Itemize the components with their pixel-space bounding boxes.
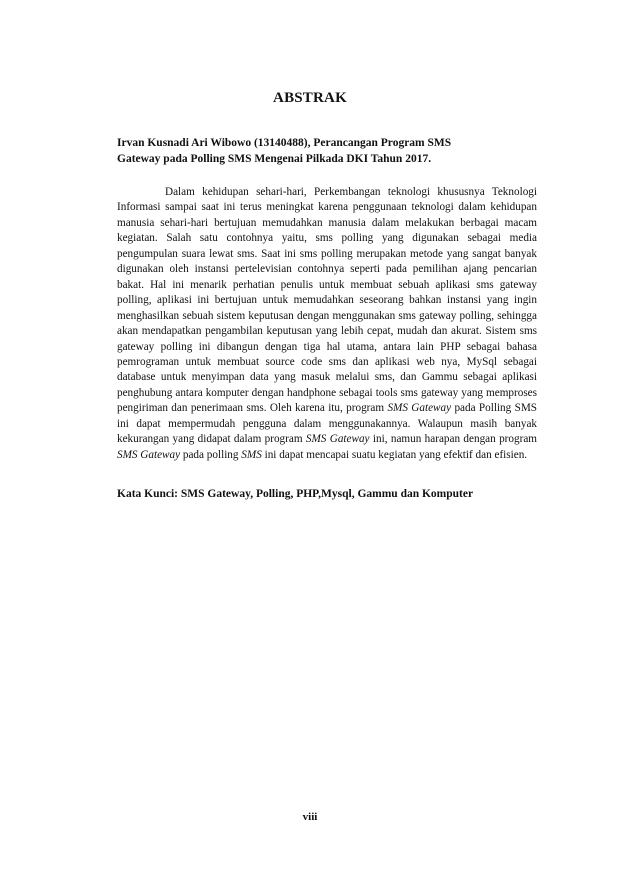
- abstract-italic-1: SMS Gateway: [387, 402, 452, 415]
- abstract-text-part-2: pada Polling SMS ini dapat mempermudah pengguna dalam menggunakannya. Walaupun masih banyak kekurangan yang didapat dalam program: [117, 402, 537, 446]
- abstract-italic-3: SMS Gateway: [117, 448, 181, 461]
- author-block: [117, 136, 537, 167]
- author-line-2: Gateway pada Polling SMS Mengenai Pilkada DKI Tahun 2017.: [117, 152, 432, 165]
- abstract-italic-4: SMS: [241, 448, 262, 461]
- abstract-text-part-3: ini, namun harapan dengan program: [372, 433, 537, 446]
- abstract-italic-2: SMS Gateway: [305, 433, 370, 446]
- abstract-title: ABSTRAK: [273, 90, 347, 106]
- abstract-text-part-5: ini dapat mencapai suatu kegiatan yang efektif dan efisien.: [264, 448, 528, 461]
- abstract-text-part-1: Dalam kehidupan sehari-hari, Perkembangan teknologi khususnya Teknologi Informasi sampai saat ini terus meningkat karena penggunaan teknologi dalam kehidupan manusia sehari-hari bertujuan memudahkan manusia dalam melakukan berbagai macam kegiatan. Salah satu contohnya yaitu, sms polling yang digunakan sebagai media pengumpulan suara lewat sms. Saat ini sms polling merupakan metode yang sangat banyak digunakan oleh instansi pertelevisian contohnya seperti pada pemilihan ajang pencarian bakat. Hal ini menarik perhatian penulis untuk membuat sebuah aplikasi sms gateway polling, aplikasi ini bertujuan untuk memudahkan seseorang bahkan instansi yang ingin menghasilkan sebuah sistem keputusan dengan menggunakan sms gateway polling, sehingga akan mendapatkan pengambilan keputusan yang lebih cepat, mudah dan akurat. Sistem sms gateway polling ini dibangun dengan tiga hal utama, antara lain PHP sebagai bahasa pemrograman untuk membuat source code sms dan aplikasi web nya, MySql sebagai database untuk menyimpan data yang masuk melalui sms, dan Gammu sebagai aplikasi penghubung antara komputer dengan handphone sebagai tools sms gateway yang memproses pengiriman dan penerimaan sms. Oleh karena itu, program: [117, 186, 537, 415]
- author-line-1: Irvan Kusnadi Ari Wibowo (13140488), Perancangan Program SMS: [117, 137, 452, 149]
- keywords: Kata Kunci: SMS Gateway, Polling, PHP,Mysql, Gammu dan Komputer: [117, 488, 474, 500]
- abstract-body: [117, 185, 537, 463]
- page-number: viii: [302, 811, 318, 823]
- abstract-text-part-4: pada polling: [182, 448, 239, 461]
